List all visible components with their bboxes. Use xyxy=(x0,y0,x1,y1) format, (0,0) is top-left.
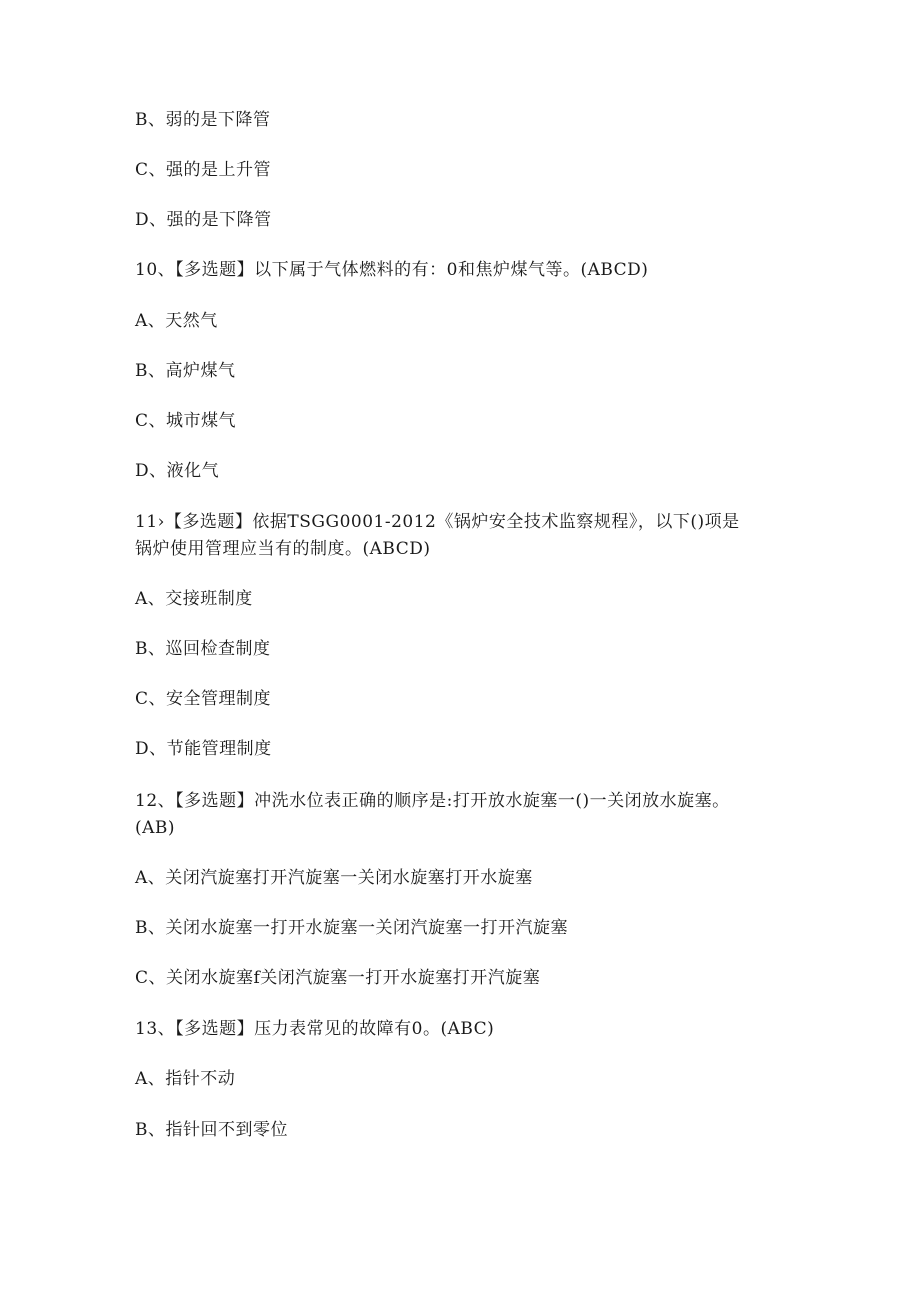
q12-question-line1: 12、【多选题】冲洗水位表正确的顺序是:打开放水旋塞一()一关闭放水旋塞。 xyxy=(135,791,730,811)
q11-option-b: B、巡回检查制度 xyxy=(135,639,271,659)
q12-question-line2: (AB) xyxy=(135,818,176,838)
q10-question: 10、【多选题】以下属于气体燃料的有：0和焦炉煤气等。(ABCD) xyxy=(135,260,649,280)
q10-option-a: A、天然气 xyxy=(135,311,218,331)
q9-option-d: D、强的是下降管 xyxy=(135,210,272,230)
q11-option-c: C、安全管理制度 xyxy=(135,689,272,709)
q13-question: 13、【多选题】压力表常见的故障有0。(ABC) xyxy=(135,1019,495,1039)
q12-option-a: A、关闭汽旋塞打开汽旋塞一关闭水旋塞打开水旋塞 xyxy=(135,868,533,888)
q10-option-c: C、城市煤气 xyxy=(135,411,237,431)
q13-option-a: A、指针不动 xyxy=(135,1069,236,1089)
q10-option-d: D、液化气 xyxy=(135,461,220,481)
q11-option-d: D、节能管理制度 xyxy=(135,739,272,759)
q9-option-c: C、强的是上升管 xyxy=(135,160,272,180)
q11-question-line1: 11›【多选题】依据TSGG0001-2012《锅炉安全技术监察规程》，以下()项是 xyxy=(135,512,740,532)
q10-option-b: B、高炉煤气 xyxy=(135,361,236,381)
q11-option-a: A、交接班制度 xyxy=(135,589,253,609)
q13-option-b: B、指针回不到零位 xyxy=(135,1120,288,1140)
q11-question-line2: 锅炉使用管理应当有的制度。(ABCD) xyxy=(135,539,431,559)
q12-option-c: C、关闭水旋塞f关闭汽旋塞一打开水旋塞打开汽旋塞 xyxy=(135,968,541,988)
q12-option-b: B、关闭水旋塞一打开水旋塞一关闭汽旋塞一打开汽旋塞 xyxy=(135,918,568,938)
q9-option-b: B、弱的是下降管 xyxy=(135,110,271,130)
